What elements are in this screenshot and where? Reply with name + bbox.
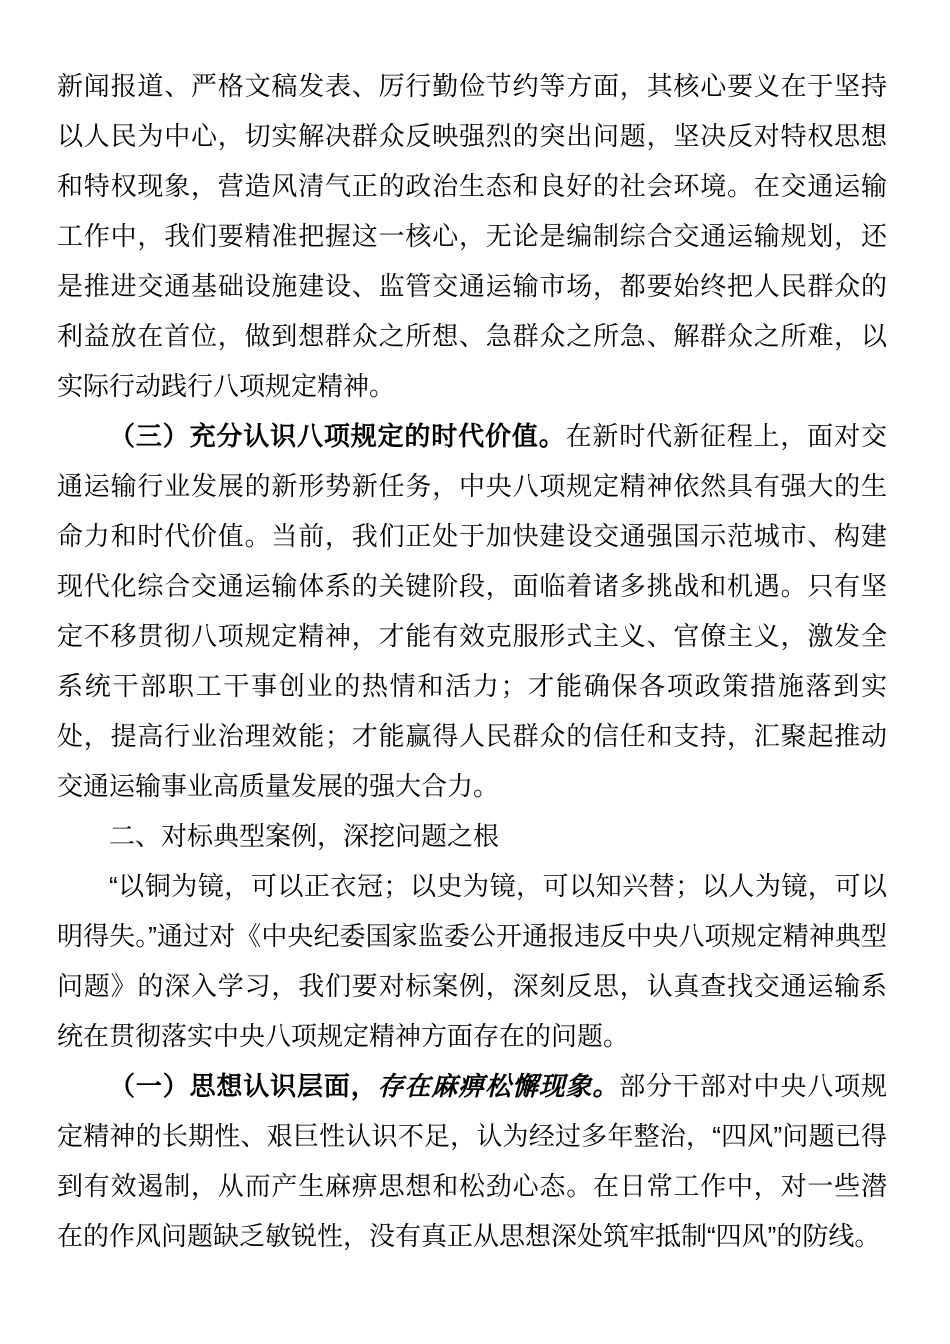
heading-part-two [57,811,887,861]
paragraph-core-meaning-continuation [57,61,887,411]
paragraph-issue-1-thinking [57,1061,887,1261]
body-text: 在新时代新征程上，面对交通运输行业发展的新形势新任务，中央八项规定精神依然具有强大的生命力和时代价值。当前，我们正处于加快建设交通强国示范城市、构建现代化综合交通运输体系的关键阶段，面临着诸多挑战和机遇。只有坚定不移贯彻八项规定精神，才能有效克服形式主义、官僚主义，激发全系统干部职工干事创业的热情和活力；才能确保各项政策措施落到实处，提高行业治理效能；才能赢得人民群众的信任和支持，汇聚起推动交通运输事业高质量发展的强大合力。 [57,421,887,801]
subheading-issue-1-emphasis: 存在麻痹松懈现象。 [377,1071,620,1101]
subheading-issue-1: （一）思想认识层面， [109,1071,378,1101]
body-text: “以铜为镜，可以正衣冠；以史为镜，可以知兴替；以人为镜，可以明得失。”通过对《中央纪委国家监委公开通报违反中央八项规定精神典型问题》的深入学习，我们要对标案例，深刻反思，认真查找交通运输系统在贯彻落实中央八项规定精神方面存在的问题。 [57,871,887,1051]
heading-text: 二、对标典型案例，深挖问题之根 [109,821,500,851]
paragraph-section-3-era-value [57,411,887,811]
body-text: 新闻报道、严格文稿发表、厉行勤俭节约等方面，其核心要义在于坚持以人民为中心，切实解决群众反映强烈的突出问题，坚决反对特权思想和特权现象，营造风清气正的政治生态和良好的社会环境。在交通运输工作中，我们要精准把握这一核心，无论是编制综合交通运输规划，还是推进交通基础设施建设、监管交通运输市场，都要始终把人民群众的利益放在首位，做到想群众之所想、急群众之所急、解群众之所难，以实际行动践行八项规定精神。 [57,71,887,401]
subheading-section-3: （三）充分认识八项规定的时代价值。 [109,421,566,451]
paragraph-mirror-quote [57,861,887,1061]
body-text: 部分干部对中央八项规定精神的长期性、艰巨性认识不足，认为经过多年整治，“四风”问题已得到有效遏制，从而产生麻痹思想和松劲心态。在日常工作中，对一些潜在的作风问题缺乏敏锐性，没有真正从思想深处筑牢抵制“四风”的防线。 [57,1071,887,1251]
